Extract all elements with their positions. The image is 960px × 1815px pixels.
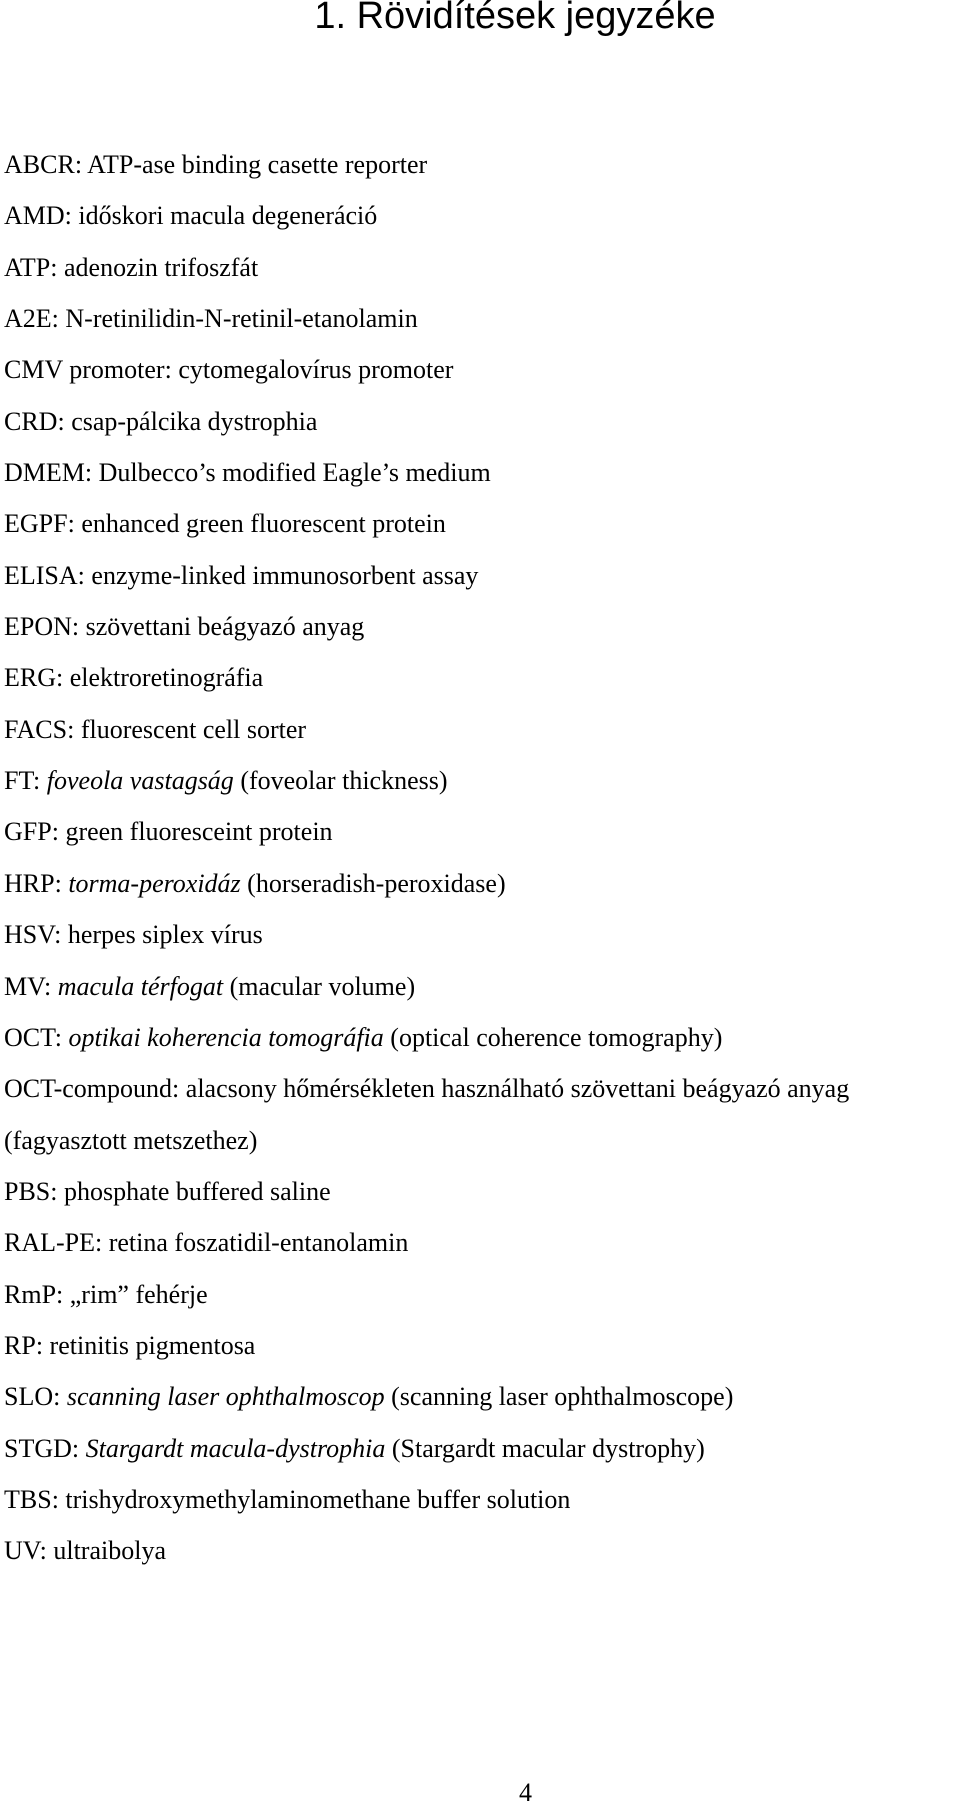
abbreviation-entry: OCT-compound: alacsony hőmérsékleten használható szövettani beágyazó anyag xyxy=(4,1074,850,1104)
abbreviation-definition: Dulbecco’s modified Eagle’s medium xyxy=(98,458,491,488)
abbreviation-translation: (horseradish-peroxidase) xyxy=(240,868,506,898)
abbreviation-term: CRD xyxy=(4,406,58,436)
abbreviation-entry: FACS: fluorescent cell sorter xyxy=(4,714,307,744)
abbreviation-entry: ERG: elektroretinográfia xyxy=(4,663,264,693)
abbreviation-term: STGD xyxy=(4,1433,72,1463)
abbreviation-definition: retinitis pigmentosa xyxy=(49,1330,256,1360)
abbreviation-term: CMV promoter xyxy=(4,355,165,385)
abbreviation-definition: elektroretinográfia xyxy=(69,663,264,693)
abbreviation-entry: ELISA: enzyme-linked immunosorbent assay xyxy=(4,560,479,590)
abbreviation-definition: alacsony hőmérsékleten használható szövettani beágyazó anyag xyxy=(185,1074,850,1104)
abbreviation-definition-italic: macula térfogat xyxy=(57,971,224,1001)
abbreviation-definition: enzyme-linked immunosorbent assay xyxy=(91,560,479,590)
abbreviation-entry: DMEM: Dulbecco’s modified Eagle’s medium xyxy=(4,458,491,488)
abbreviation-entry: ATP: adenozin trifoszfát xyxy=(4,252,259,282)
abbreviation-term: MV xyxy=(4,971,44,1001)
abbreviation-entry: HRP: torma-peroxidáz (horseradish-peroxidase) xyxy=(4,868,506,898)
abbreviation-definition: retina foszatidil-entanolamin xyxy=(108,1228,409,1258)
abbreviation-translation: (foveolar thickness) xyxy=(233,766,448,796)
abbreviation-term: FT xyxy=(4,766,34,796)
abbreviation-entry: TBS: trishydroxymethylaminomethane buffer solution xyxy=(4,1484,571,1514)
abbreviation-definition-italic: foveola vastagság xyxy=(46,766,234,796)
abbreviation-definition: adenozin trifoszfát xyxy=(63,252,259,282)
abbreviation-definition: green fluoresceint protein xyxy=(65,817,333,847)
abbreviation-definition: herpes siplex vírus xyxy=(67,920,263,950)
abbreviation-definition: cytomegalovírus promoter xyxy=(178,355,454,385)
abbreviation-definition: N-retinilidin-N-retinil-etanolamin xyxy=(65,304,418,334)
abbreviation-list xyxy=(4,139,849,1577)
abbreviation-definition: enhanced green fluorescent protein xyxy=(81,509,446,539)
abbreviation-term: EGPF xyxy=(4,509,68,539)
abbreviation-definition: phosphate buffered saline xyxy=(64,1176,331,1206)
abbreviation-definition-italic: torma-peroxidáz xyxy=(68,868,241,898)
abbreviation-definition: (fagyasztott metszethez) xyxy=(4,1125,258,1155)
abbreviation-term: A2E xyxy=(4,304,52,334)
abbreviation-definition: fluorescent cell sorter xyxy=(80,714,307,744)
abbreviation-entry: OCT: optikai koherencia tomográfia (optical coherence tomography) xyxy=(4,1022,723,1052)
abbreviation-term: PBS xyxy=(4,1176,51,1206)
abbreviation-entry: A2E: N-retinilidin-N-retinil-etanolamin xyxy=(4,304,418,334)
abbreviation-definition-italic: scanning laser ophthalmoscop xyxy=(66,1382,385,1412)
abbreviation-term: RAL-PE xyxy=(4,1228,95,1258)
abbreviation-entry: FT: foveola vastagság (foveolar thickness) xyxy=(4,766,448,796)
abbreviation-entry: RP: retinitis pigmentosa xyxy=(4,1330,256,1360)
page-title: 1. Rövidítések jegyzéke xyxy=(314,0,716,37)
abbreviation-definition: „rim” fehérje xyxy=(69,1279,208,1309)
abbreviation-continuation xyxy=(4,1115,849,1166)
abbreviation-entry: EPON: szövettani beágyazó anyag xyxy=(4,612,365,642)
abbreviation-translation: (optical coherence tomography) xyxy=(383,1022,723,1052)
abbreviation-term: ELISA xyxy=(4,560,78,590)
abbreviation-term: RP xyxy=(4,1330,36,1360)
abbreviation-definition: csap-pálcika dystrophia xyxy=(71,406,318,436)
abbreviation-term: ATP xyxy=(4,252,51,282)
abbreviation-entry: AMD: időskori macula degeneráció xyxy=(4,201,378,231)
abbreviation-term: UV xyxy=(4,1536,40,1566)
abbreviation-translation: (Stargardt macular dystrophy) xyxy=(385,1433,705,1463)
abbreviation-term: OCT-compound xyxy=(4,1074,173,1104)
abbreviation-definition: trishydroxymethylaminomethane buffer solution xyxy=(65,1484,571,1514)
abbreviation-term: OCT xyxy=(4,1022,55,1052)
abbreviation-entry: RmP: „rim” fehérje xyxy=(4,1279,208,1309)
abbreviation-entry: RAL-PE: retina foszatidil-entanolamin xyxy=(4,1228,409,1258)
abbreviation-entry: EGPF: enhanced green fluorescent protein xyxy=(4,509,446,539)
abbreviation-entry: GFP: green fluoresceint protein xyxy=(4,817,333,847)
abbreviation-entry: CRD: csap-pálcika dystrophia xyxy=(4,406,318,436)
abbreviation-translation: (scanning laser ophthalmoscope) xyxy=(384,1382,734,1412)
abbreviation-term: ERG xyxy=(4,663,56,693)
abbreviation-term: SLO xyxy=(4,1382,54,1412)
abbreviation-definition-italic: Stargardt macula-dystrophia xyxy=(85,1433,386,1463)
abbreviation-term: ABCR xyxy=(4,150,75,179)
abbreviation-definition: ATP-ase binding casette reporter xyxy=(87,150,428,179)
abbreviation-entry: PBS: phosphate buffered saline xyxy=(4,1176,331,1206)
abbreviation-term: AMD xyxy=(4,201,65,231)
abbreviation-entry: UV: ultraibolya xyxy=(4,1536,166,1566)
abbreviation-entry: STGD: Stargardt macula-dystrophia (Stargardt macular dystrophy) xyxy=(4,1433,705,1463)
abbreviation-entry: MV: macula térfogat (macular volume) xyxy=(4,971,416,1001)
abbreviation-term: GFP xyxy=(4,817,52,847)
abbreviation-translation: (macular volume) xyxy=(223,971,416,1001)
abbreviation-term: TBS xyxy=(4,1484,52,1514)
abbreviation-term: HSV xyxy=(4,920,55,950)
abbreviation-definition-italic: optikai koherencia tomográfia xyxy=(68,1022,384,1052)
abbreviation-term: FACS xyxy=(4,714,68,744)
abbreviation-definition: szövettani beágyazó anyag xyxy=(85,612,365,642)
abbreviation-term: RmP xyxy=(4,1279,57,1309)
abbreviation-entry: SLO: scanning laser ophthalmoscop (scanning laser ophthalmoscope) xyxy=(4,1382,734,1412)
abbreviation-definition: időskori macula degeneráció xyxy=(78,201,378,231)
abbreviation-entry: ABCR: ATP-ase binding casette reporter xyxy=(4,150,428,179)
page-number: 4 xyxy=(519,1778,532,1807)
abbreviation-entry: CMV promoter: cytomegalovírus promoter xyxy=(4,355,454,385)
abbreviation-definition: ultraibolya xyxy=(53,1536,166,1566)
abbreviation-entry: HSV: herpes siplex vírus xyxy=(4,920,263,950)
abbreviation-term: HRP xyxy=(4,868,55,898)
abbreviation-term: DMEM xyxy=(4,458,85,488)
abbreviation-term: EPON xyxy=(4,612,72,642)
